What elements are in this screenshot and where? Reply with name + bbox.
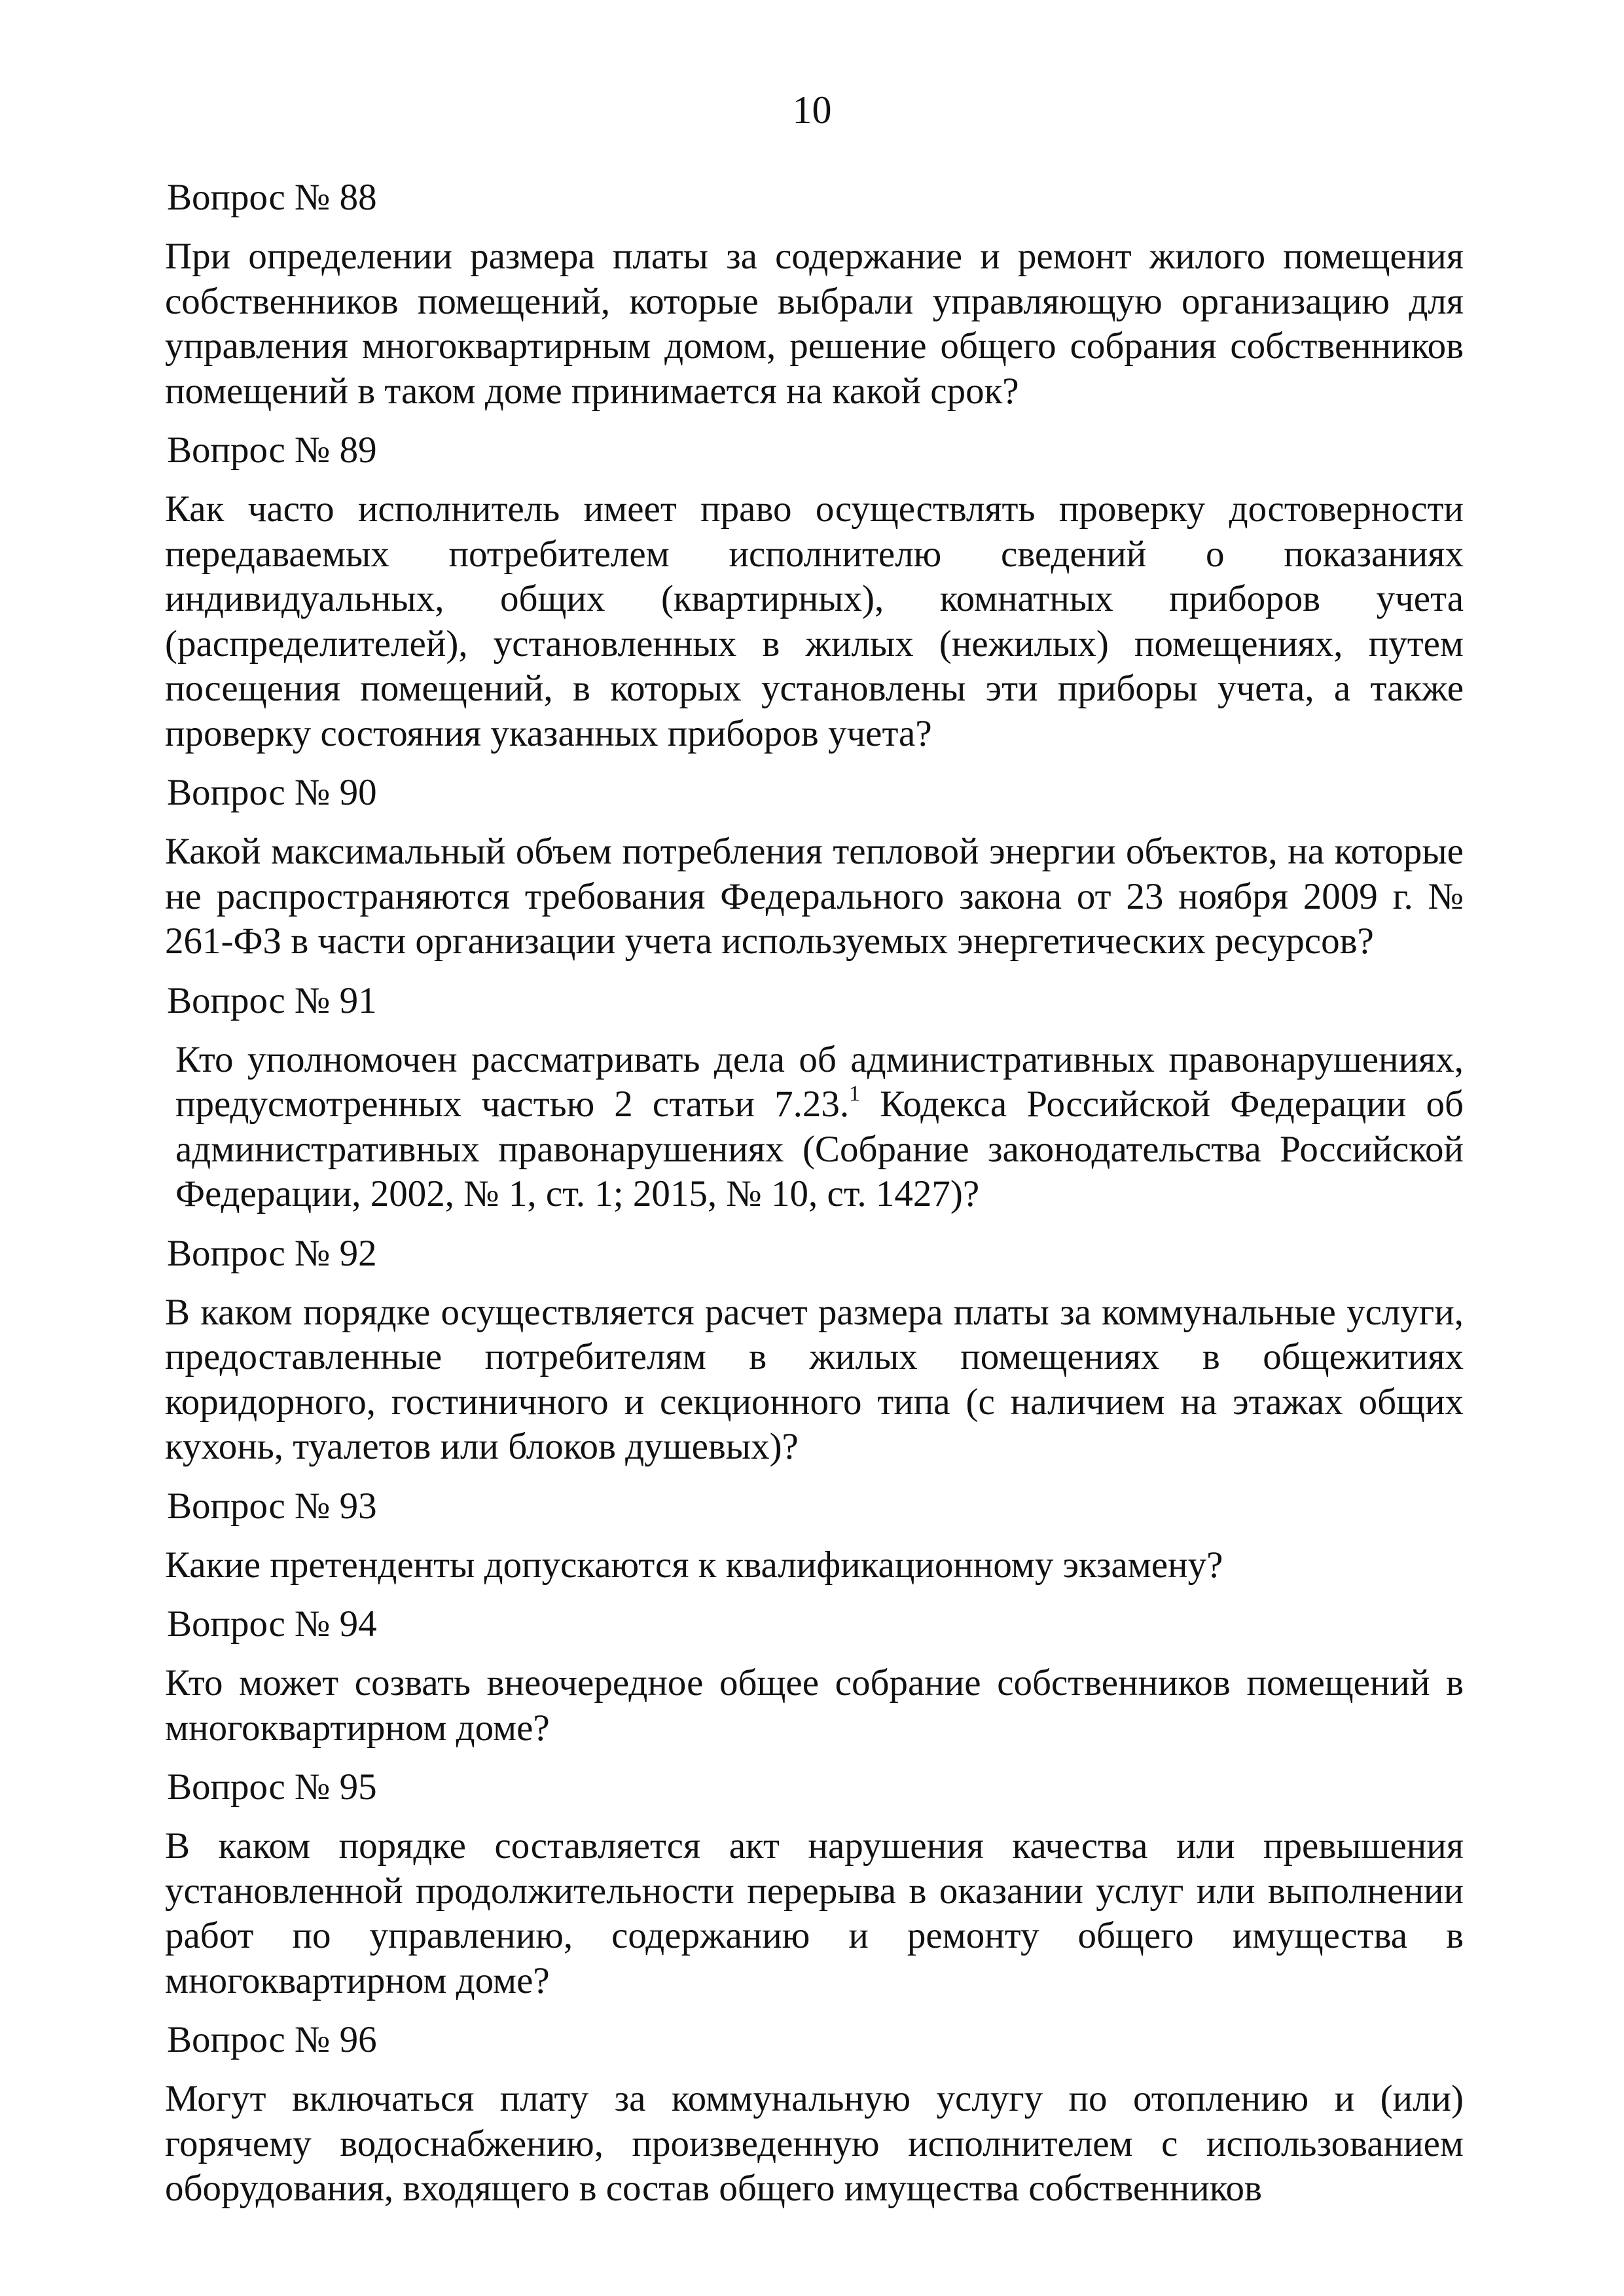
question-92 <box>165 1231 1464 1470</box>
question-label: Вопрос № 95 <box>167 1766 377 1808</box>
question-label: Вопрос № 94 <box>167 1603 377 1645</box>
question-text: Кто может созвать внеочередное общее собрание собственников помещений в многоквартирном доме? <box>165 1662 1464 1749</box>
page-number: 10 <box>792 88 832 132</box>
question-text: В каком порядке составляется акт нарушения качества или превышения установленной продолжительности перерыва в оказании услуг или выполнении работ по управлению, содержанию и ремонту общего имущества в многоквартирном доме? <box>165 1825 1464 2001</box>
question-label: Вопрос № 92 <box>167 1232 377 1274</box>
question-text: Какие претенденты допускаются к квалификационному экзамену? <box>165 1544 1223 1586</box>
question-label: Вопрос № 96 <box>167 2019 377 2060</box>
question-88 <box>165 175 1464 414</box>
question-label: Вопрос № 91 <box>167 979 377 1021</box>
question-text: В каком порядке осуществляется расчет размера платы за коммунальные услуги, предоставленные потребителям в жилых помещениях в общежитиях коридорного, гостиничного и секционного типа (с наличием на этажах общих кухонь, туалетов или блоков душевых)? <box>165 1291 1464 1467</box>
question-91 <box>165 979 1464 1217</box>
question-text: Какой максимальный объем потребления тепловой энергии объектов, на которые не распространяются требования Федерального закона от 23 ноября 2009 г. № 261-ФЗ в части организации учета используемых энергетических ресурсов? <box>165 831 1464 962</box>
question-text-part-2: Кодекса Российской Федерации об административных правонарушениях (Собрание законодательства Российской Федерации, 2002, № 1, ст. 1; 2015, № 10, ст. 1427)? <box>175 1084 1464 1214</box>
question-label: Вопрос № 89 <box>167 429 377 471</box>
question-93 <box>165 1484 1464 1588</box>
question-text <box>165 1038 1464 1217</box>
question-96 <box>165 2018 1464 2212</box>
question-text: При определении размера платы за содержание и ремонт жилого помещения собственников помещений, которые выбрали управляющую организацию для управления многоквартирным домом, решение общего собрания собственников помещений в таком доме принимается на какой срок? <box>165 236 1464 412</box>
question-text: Могут включаться плату за коммунальную услугу по отоплению и (или) горячему водоснабжению, произведенную исполнителем с использованием оборудования, входящего в состав общего имущества собственников <box>165 2078 1464 2209</box>
question-label: Вопрос № 90 <box>167 772 377 813</box>
question-89 <box>165 428 1464 756</box>
question-label: Вопрос № 93 <box>167 1485 377 1527</box>
questions-list <box>165 175 1464 2226</box>
question-text: Как часто исполнитель имеет право осуществлять проверку достоверности передаваемых потребителем исполнителю сведений о показаниях индивидуальных, общих (квартирных), комнатных приборов учета (распределителей), установленных в жилых (нежилых) помещениях, путем посещения помещений, в которых установлены эти приборы учета, а также проверку состояния указанных приборов учета? <box>165 488 1464 754</box>
question-text-part-1: Кто уполномочен рассматривать дела об административных правонарушениях, предусмотренных частью 2 статьи 7.23. <box>175 1038 1464 1125</box>
footnote-superscript: 1 <box>849 1082 861 1106</box>
question-label: Вопрос № 88 <box>167 177 377 218</box>
question-94 <box>165 1602 1464 1751</box>
question-90 <box>165 771 1464 964</box>
question-95 <box>165 1765 1464 2003</box>
